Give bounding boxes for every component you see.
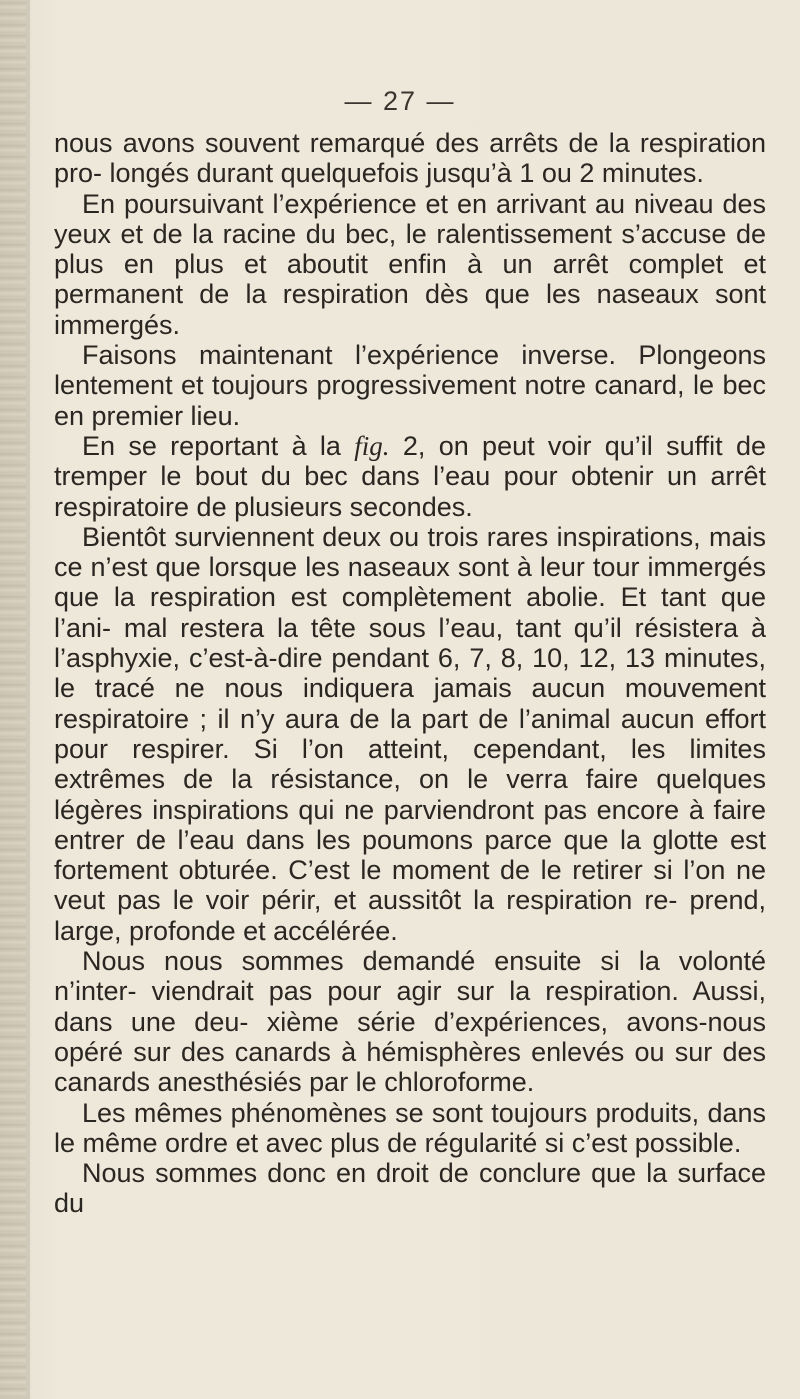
- page-number: — 27 —: [344, 86, 456, 116]
- paragraph-1: nous avons souvent remarqué des arrêts de la respiration pro- longés durant quelquefois jusqu’à 1 ou 2 minutes.: [54, 128, 766, 189]
- paragraph-7: Les mêmes phénomènes se sont toujours produits, dans le même ordre et avec plus de régularité si c’est possible.: [54, 1097, 766, 1158]
- paragraph-3: Faisons maintenant l’expérience inverse. Plongeons lentement et toujours progressivement notre canard, le bec en premier lieu.: [54, 340, 766, 431]
- book-spine-shadow: [0, 0, 26, 1399]
- figure-reference: fig.: [354, 430, 390, 461]
- gutter-edge: [26, 0, 30, 1399]
- paragraph-4-after: 2, on peut voir qu’il suffit de tremper le bout du bec dans l’eau pour obtenir un arrêt respiratoire de plusieurs secondes.: [54, 430, 766, 522]
- paragraph-4-before: En se reportant à la: [82, 430, 355, 461]
- paragraph-6: Nous nous sommes demandé ensuite si la volonté n’inter- viendrait pas pour agir sur la respiration. Aussi, dans une deu- xième série d’expériences, avons-nous opéré sur des canards à hémisphères enlevés ou sur des canards anesthésiés par le chloroforme.: [54, 946, 766, 1098]
- paragraph-2: En poursuivant l’expérience et en arrivant au niveau des yeux et de la racine du bec, le ralentissement s’accuse de plus en plus et aboutit enfin à un arrêt complet et permanent de la respiration dès que les naseaux sont immergés.: [54, 188, 766, 340]
- paragraph-8: Nous sommes donc en droit de conclure que la surface du: [54, 1158, 766, 1219]
- paragraph-4: [54, 431, 766, 522]
- paragraph-5: Bientôt surviennent deux ou trois rares inspirations, mais ce n’est que lorsque les naseaux sont à leur tour immergés que la respiration est complètement abolie. Et tant que l’ani- mal restera la tête sous l’eau, tant qu’il résistera à l’asphyxie, c’est-à-dire pendant 6, 7, 8, 10, 12, 13 minutes, le tracé ne nous indiquera jamais aucun mouvement respiratoire ; il n’y aura de la part de l’animal aucun effort pour respirer. Si l’on atteint, cependant, les limites extrêmes de la résistance, on le verra faire quelques légères inspirations qui ne parviendront pas encore à faire entrer de l’eau dans les poumons parce que la glotte est fortement obturée. C’est le moment de le retirer si l’on ne veut pas le voir périr, et aussitôt la respiration re- prend, large, profonde et accélérée.: [54, 521, 766, 946]
- body-text: [54, 128, 766, 1219]
